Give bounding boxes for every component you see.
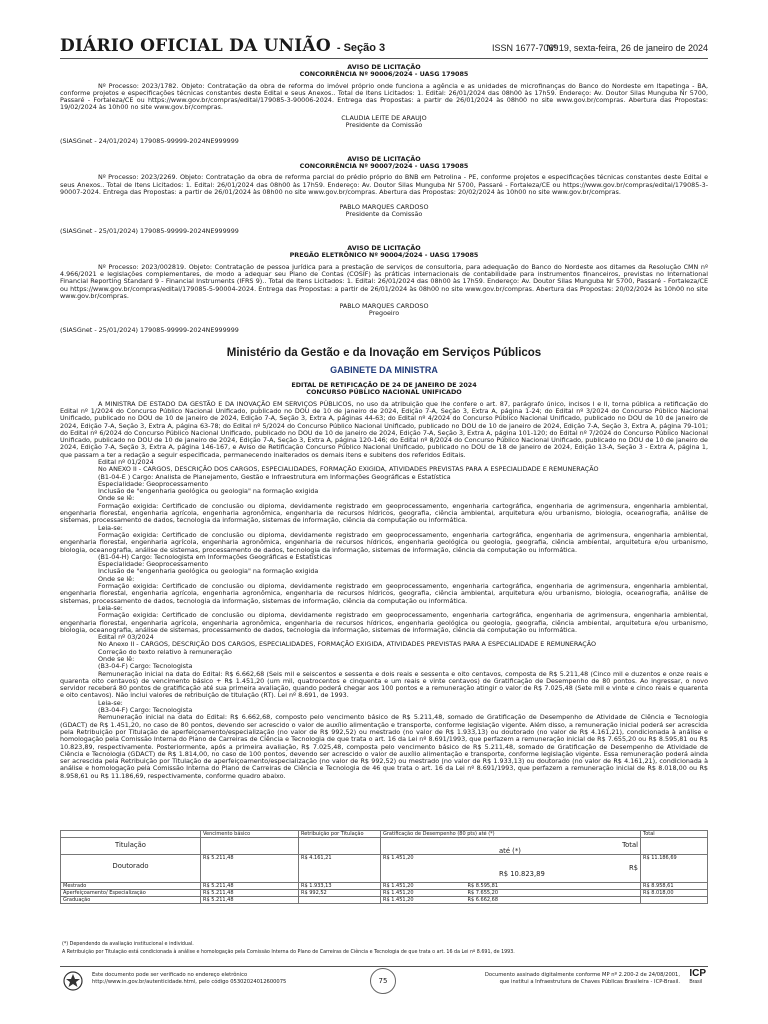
table-cell (299, 897, 381, 904)
notice-2 (60, 156, 708, 235)
publication-title: DIÁRIO OFICIAL DA UNIÃO (60, 36, 331, 56)
row-label: Aperfeiçoamento/ Especialização (61, 890, 201, 897)
edital-line: Onde se lê: (98, 494, 135, 503)
edital-line: Formação exigida: Certificado de conclusão ou diploma, devidamente registrado em geoprocessamento, engenharia cartográfica, engenharia de agrimensura, engenharia ambiental, engenharia florestal, engenharia agrícola, engenharia agronômica, engenharia de recursos hídricos, engenharia geológica ou geologia, geografia, ciência ambiental, arquitetura e/ou urbanismo, biologia, oceanografia, análise de sistemas, processamento de dados, tecnologia da informação, sistemas de informação, ciência da computação ou informática. (60, 611, 708, 634)
footer-verification (92, 972, 286, 986)
edital-line: Onde se lê: (98, 574, 135, 583)
issue-date: Nº 19, sexta-feira, 26 de janeiro de 2024 (546, 43, 708, 53)
edital-line: No Anexo II - CARGOS, DESCRIÇÃO DOS CARGOS, ESPECIALIDADES, FORMAÇÃO EXIGIDA, ATIVIDADES PREVISTAS PARA A ESPECIALIDADE E REMUNERAÇÃO (98, 640, 597, 649)
ministry-heading: Ministério da Gestão e da Inovação em Serviços Públicos (226, 347, 542, 360)
notice-title: AVISO DE LICITAÇÃO (347, 244, 421, 253)
icp-sublabel: Brasil (689, 979, 702, 985)
table-header: Vencimento básico (201, 831, 299, 838)
siasg-reference: (SIASGnet - 25/01/2024) 179085-99999-2024NE999999 (60, 226, 239, 235)
table-cell (381, 838, 641, 855)
table-cell (299, 838, 381, 855)
section-label: - Seção 3 (336, 42, 386, 54)
table-cell (381, 890, 641, 897)
notice-title: AVISO DE LICITAÇÃO (347, 154, 421, 163)
table-cell: R$ 8.018,00 (641, 890, 708, 897)
verification-text: Este documento pode ser verificado no endereço eletrônico (92, 972, 248, 978)
notice-3 (60, 245, 708, 334)
table-cell (641, 838, 708, 855)
table-row (61, 838, 708, 855)
notice-subtitle: CONCORRÊNCIA Nº 90006/2024 - UASG 179085 (299, 70, 469, 79)
verification-link[interactable]: http://www.in.gov.br/autenticidade.html, pelo código 05302024012600075 (92, 979, 287, 985)
footer-rule (60, 966, 708, 967)
table-value: R$ 1.451,20 (383, 890, 414, 896)
titulacao-label: Titulação (61, 838, 201, 855)
table-header-row (61, 831, 708, 838)
edital-line: Leia-se: (98, 603, 123, 612)
gabinete-heading: GABINETE DA MINISTRA (330, 365, 438, 376)
table-cell (381, 897, 641, 904)
table-header: Gratificação de Desempenho (80 pts) até (*) (381, 831, 641, 838)
row-label: Mestrado (61, 883, 201, 890)
signature-text: que institui a Infraestrutura de Chaves Públicas Brasileira - ICP-Brasil. (499, 979, 680, 985)
table-value: R$ 1.451,20 (383, 897, 414, 903)
header-rule (60, 58, 708, 59)
table-header: Total (641, 831, 708, 838)
notice-subtitle: CONCORRÊNCIA Nº 90007/2024 - UASG 179085 (299, 161, 469, 170)
table-value: R$ (628, 864, 638, 872)
edital-line: (B1-04-H) Cargo: Tecnologista em Informações Geográficas e Estatísticas (98, 552, 332, 561)
table-cell: R$ 11.186,69 (641, 855, 708, 883)
edital-line: Inclusão de "engenharia geológica ou geologia" na formação exigida (98, 487, 319, 496)
edital-line: Especialidade: Geoprocessamento (98, 560, 209, 569)
notice-subtitle: PREGÃO ELETRÔNICO Nº 90004/2024 - UASG 179085 (289, 251, 479, 260)
coat-of-arms-icon (62, 970, 84, 992)
remuneration-table (60, 830, 708, 904)
table-row (61, 855, 708, 883)
edital-line: Formação exigida: Certificado de conclusão ou diploma, devidamente registrado em geoprocessamento, engenharia cartográfica, engenharia de agrimensura, engenharia ambiental, engenharia florestal, engenharia agrícola, engenharia agronômica, engenharia de recursos hídricos, geografia, ciência ambiental, arquitetura e/ou urbanismo, biologia, oceanografia, análise de sistemas, processamento de dados, tecnologia da informação, sistemas de informação, ciência da computação ou informática. (60, 582, 708, 605)
siasg-reference: (SIASGnet - 24/01/2024) 179085-99999-2024NE999999 (60, 137, 239, 146)
notice-title: AVISO DE LICITAÇÃO (347, 63, 421, 71)
page-content (60, 64, 708, 780)
table-footnote: A Retribuição por Titulação está condicionada à análise e homologação pela Comissão Interna do Plano de Carreiras de Ciência e Tecnologia de que trata o art. 16 da Lei nº 8.691, de 1993. (62, 950, 515, 955)
table-row (61, 890, 708, 897)
edital-line: (B3-04-F) Cargo: Tecnologista (98, 706, 193, 715)
page-header (60, 30, 708, 56)
edital-line: Formação exigida: Certificado de conclusão ou diploma, devidamente registrado em geoprocessamento, engenharia cartográfica, engenharia de agrimensura, engenharia ambiental, engenharia florestal, engenharia agrícola, engenharia agronômica, engenharia de recursos hídricos, engenharia geológica ou geologia, geografia, ciência ambiental, arquitetura e/ou urbanismo, biologia, oceanografia, análise de sistemas, processamento de dados, tecnologia da informação, sistemas de informação, ciência da computação ou informática. (60, 530, 708, 554)
table-cell (641, 897, 708, 904)
table-cell: R$ 5.211,48 (201, 855, 299, 883)
signer-role: Presidente da Comissão (345, 121, 423, 130)
edital-retificacao (60, 382, 708, 780)
edital-line: No ANEXO II - CARGOS, DESCRIÇÃO DOS CARGOS, ESPECIALIDADES, FORMAÇÃO EXIGIDA, ATIVIDADES PREVISTAS PARA A ESPECIALIDADE E REMUNERAÇÃO (98, 465, 599, 474)
table-value: R$ 7.655,20 (467, 890, 499, 896)
notice-body: Nº Processo: 2023/1782. Objeto: Contratação da obra de reforma do imóvel próprio onde funciona a agência e as unidades de microfinanças do Banco do Nordeste em Itapetinga - BA, conforme projetos e especificações técnicas constantes deste Edital e seus Anexos.. Total de Itens Licitados: 1. Edital: 26/01/2024 das 08h00 às 17h59. Endereço: Av. Doutor Silas Munguba Nr 5700, Passaré - Fortaleza/CE ou https://www.gov.br/compras/edital/179085-3-90006-2024. Entrega das Propostas: a partir de 26/01/2024 às 08h00 no site www.gov.br/compras. Abertura das Propostas: 19/02/2024 às 10h00 no site www.gov.br/compras. (60, 81, 708, 112)
table-footnote: (*) Dependendo da avaliação institucional e individual. (62, 942, 194, 947)
table-cell: R$ 8.958,61 (641, 883, 708, 890)
footer-signature (485, 972, 680, 986)
signature-text: Documento assinado digitalmente conforme MP nº 2.200-2 de 24/08/2001, (484, 972, 680, 978)
page-number: 75 (370, 968, 396, 994)
notice-1 (60, 64, 708, 146)
notice-body: Nº Processo: 2023/002819. Objeto: Contratação de pessoa jurídica para a prestação de serviços de consultoria, para adequação do Banco do Nordeste aos ditames da Resolução CMN nº 4.966/2021 e legislações complementares, de modo a adequar seu Plano de Contas (COSIF) às práticas internacionais de contabilidade para instrumentos financeiros, previstas no International Financial Reporting Standard 9 - Financial Instruments (IFRS 9).. Total de Itens Licitados: 1. Edital: 26/01/2024 das 08h00 às 17h59. Endereço: Av. Doutor Silas Munguba Nr 5700, Passaré - Fortaleza/CE ou https://www.gov.br/compras/edital/179085-5-90004-2024. Entrega das Propostas: a partir de 26/01/2024 às 08h00 no site www.gov.br/compras. Abertura das Propostas: 20/02/2024 às 10h00 no site www.gov.br/compras. (60, 262, 708, 300)
table-cell: R$ 4.161,21 (299, 855, 381, 883)
row-label: Doutorado (61, 855, 201, 883)
edital-line: Remuneração inicial na data do Edital: R$ 6.662,68 (Seis mil e seiscentos e sessenta e dois reais e sessenta e oito centavos, composta de R$ 5.211,48 (Cinco mil e duzentos e onze reais e quarenta oito centavos) de vencimento básico + R$ 1.451,20 (um mil, quatrocentos e cinquenta e um reais e vinte centavos) de Gratificação de Desempenho de 80 pontos. Ao ingressar, o novo servidor receberá 80 pontos de gratificação até sua primeira avaliação, quando poderá chegar aos 100 pontos e a remuneração atingir o valor de R$ 7.025,48 (Sete mil e vinte e cinco reais e quarenta e oito centavos). Não inclui valores de retribuição de titulação (RT). Lei nº 8.691, de 1993. (60, 669, 708, 700)
siasg-reference: (SIASGnet - 25/01/2024) 179085-99999-2024NE999999 (60, 325, 239, 334)
edital-line: Leia-se: (98, 698, 123, 707)
edital-line: Edital nº 01/2024 (98, 457, 154, 466)
signer-name: CLAUDIA LEITE DE ARAUJO (341, 113, 427, 122)
edital-line: Leia-se: (98, 523, 123, 532)
edital-line: Especialidade: Geoprocessamento (98, 479, 209, 488)
edital-line: Remuneração inicial na data do Edital: R$ 6.662,68, composto pelo vencimento básico de R$ 5.211,48, somado de Gratificação de Desempenho de Atividade de Ciência e Tecnologia (GDACT) de R$ 1.451,20, no caso de 80 pontos, devendo ser acrescido o valor de auxílio alimentação e transporte, conforme legislação vigente. Além disso, a remuneração inicial poderá ser acrescida pela Retribuição por Titulação de aperfeiçoamento/especialização (no valor de R$ 992,52) ou mestrado (no valor de R$ 1.933,13) ou doutorado (no valor de R$ 4.161,21), condicionada à análise e homologação pela Comissão Interna do Plano de Carreiras de Ciência e Tecnologia de que trata o art. 16 da Lei nº 8.691/1993, que perfazem a remuneração inicial de R$ 7.655,20 ou R$ 8.595,81 ou R$ 10.823,89, respectivamente. Posteriormente, após a primeira avaliação, R$ 7.025,48, composta pelo vencimento básico de R$ 5.211,48, somado de Gratificação de Desempenho de Atividade de Ciência e Tecnologia (GDACT) de R$ 1.814,00, no caso de 100 pontos, devendo ser acrescido o valor de auxílio alimentação e transporte, conforme legislação vigente. Essa remuneração poderá ainda ser acrescida pela Retribuição por Titulação de aperfeiçoamento/especialização (no valor de R$ 992,52) ou mestrado (no valor de R$ 1.933,13) ou doutorado (no valor de R$ 4.161,21), condicionada à análise e homologação pela Comissão Interna do Plano de Carreiras de Ciência e Tecnologia de 46 que trata o art. 16 da Lei nº 8.691/1993, que perfazem a remuneração inicial de R$ 8.018,00 ou R$ 8.958,61 ou R$ 11.186,69, respectivamente, conforme quadro abaixo. (60, 713, 708, 780)
edital-title: EDITAL DE RETIFICAÇÃO DE 24 DE JANEIRO DE 2024 (291, 381, 477, 390)
edital-line: (B1-04-E ) Cargo: Analista de Planejamento, Gestão e Infraestrutura em Informações Geográficas e Estatística (98, 472, 451, 481)
total-label: Total (622, 841, 638, 849)
table-cell (201, 838, 299, 855)
table-cell (61, 831, 201, 838)
table-value: R$ 6.662,68 (467, 897, 499, 903)
table-cell (381, 883, 641, 890)
edital-line: (B3-04-F) Cargo: Tecnologista (98, 662, 193, 671)
edital-subtitle: CONCURSO PÚBLICO NACIONAL UNIFICADO (306, 388, 462, 397)
table-cell: R$ 5.211,48 (201, 897, 299, 904)
table-cell: R$ 5.211,48 (201, 890, 299, 897)
issn: ISSN 1677-7069 (492, 43, 559, 53)
table-header: Retribuição por Titulação (299, 831, 381, 838)
signer-role: Presidente da Comissão (345, 210, 423, 219)
table-cell: R$ 1.933,13 (299, 883, 381, 890)
edital-line: Onde se lê: (98, 655, 135, 663)
signer-name: PABLO MARQUES CARDOSO (339, 302, 429, 311)
edital-line: Inclusão de "engenharia geológica ou geologia" na formação exigida (98, 567, 319, 576)
signer-name: PABLO MARQUES CARDOSO (339, 203, 429, 212)
table-value: R$ 10.823,89 (499, 870, 545, 878)
table-row (61, 897, 708, 904)
edital-lines (60, 459, 708, 780)
table-row (61, 883, 708, 890)
signer-role: Pregoeiro (368, 309, 400, 318)
table-cell (381, 855, 641, 883)
icp-brasil-logo (689, 969, 706, 985)
icp-label: ICP (689, 968, 706, 979)
table-cell: R$ 5.211,48 (201, 883, 299, 890)
table-value: R$ 1.451,20 (383, 883, 414, 889)
edital-line: Formação exigida: Certificado de conclusão ou diploma, devidamente registrado em geoprocessamento, engenharia cartográfica, engenharia de agrimensura, engenharia ambiental, engenharia florestal, engenharia agrícola, engenharia agronômica, engenharia de recursos hídricos, geografia, ciência ambiental, arquitetura e/ou urbanismo, biologia, oceanografia, análise de sistemas, processamento de dados, tecnologia da informação, sistemas de informação, ciência da computação ou informática. (60, 501, 708, 525)
notice-body: Nº Processo: 2023/2269. Objeto: Contratação da obra de reforma parcial do prédio próprio do BNB em Petrolina - PE, conforme projetos e especificações técnicas constantes deste Edital e seus Anexos.. Total de Itens Licitados: 1. Edital: 26/01/2024 das 08h00 às 17h59. Endereço: Av. Doutor Silas Munguba Nr 5700, Passaré - Fortaleza/CE ou https://www.gov.br/compras/edital/179085-3-90007-2024. Entrega das Propostas: a partir de 26/01/2024 às 08h00 no site www.gov.br/compras. Abertura das Propostas: 20/02/2024 às 10h00 no site www.gov.br/compras. (60, 173, 708, 196)
table-value: R$ 1.451,20 (383, 855, 414, 861)
ate-label: até (*) (499, 847, 521, 855)
row-label: Graduação (61, 897, 201, 904)
edital-line: Edital nº 03/2024 (98, 633, 154, 642)
table-value: R$ 8.595,81 (467, 883, 499, 889)
table-cell: R$ 992,52 (299, 890, 381, 897)
edital-intro: A MINISTRA DE ESTADO DA GESTÃO E DA INOVAÇÃO EM SERVIÇOS PÚBLICOS, no uso da atribuição que lhe confere o art. 87, parágrafo único, incisos I e II, torna pública a retificação do Edital nº 1/2024 do Concurso Público Nacional Unificado, publicado no DOU de 10 de janeiro de 2024, Edição 7-A, Seção 3, Extra A, página 1-24; do Edital nº 3/2024 do Concurso Público Nacional Unificado, publicado no DOU de 10 de janeiro de 2024, Edição 7-A, Seção 3, Extra A, páginas 44-63; do Edital nº 4/2024 do Concurso Público Nacional Unificado, publicado no DOU de 10 de janeiro de 2024, Edição 7-A, Seção 3, Extra A, página 63-78; do Edital nº 5/2024 do Concurso Público Nacional Unificado, publicado no DOU de 10 de janeiro de 2024, Edição 7-A, Seção 3, Extra A, página 79-101; do Edital nº 6/2024 do Concurso Público Nacional Unificado, publicado no DOU de 10 de janeiro de 2024, Edição 7-A, Seção 3, Extra A, página 101-120; do Edital nº 7/2024 do Concurso Público Nacional Unificado, publicado no DOU de 10 de janeiro de 2024, Edição 7-A, Seção 3, Extra A, página 120-146; do Edital nº 8/2024 do Concurso Público Nacional Unificado, publicado no DOU de 10 de janeiro de 2024, Edição 7-A, Seção 3, Extra A, página 146-167, e Aviso de Retificação Concurso Público Nacional Unificado, publicado no DOU de 18 de janeiro de 2024, Edição 13-A, Seção 3 - Extra A, página 1, que passam a ter a redação a seguir especificada, permanecendo inalterados os demais itens e subitens dos referidos Editais. (60, 399, 708, 459)
edital-line: Correção do texto relativo à remuneração (98, 647, 232, 656)
